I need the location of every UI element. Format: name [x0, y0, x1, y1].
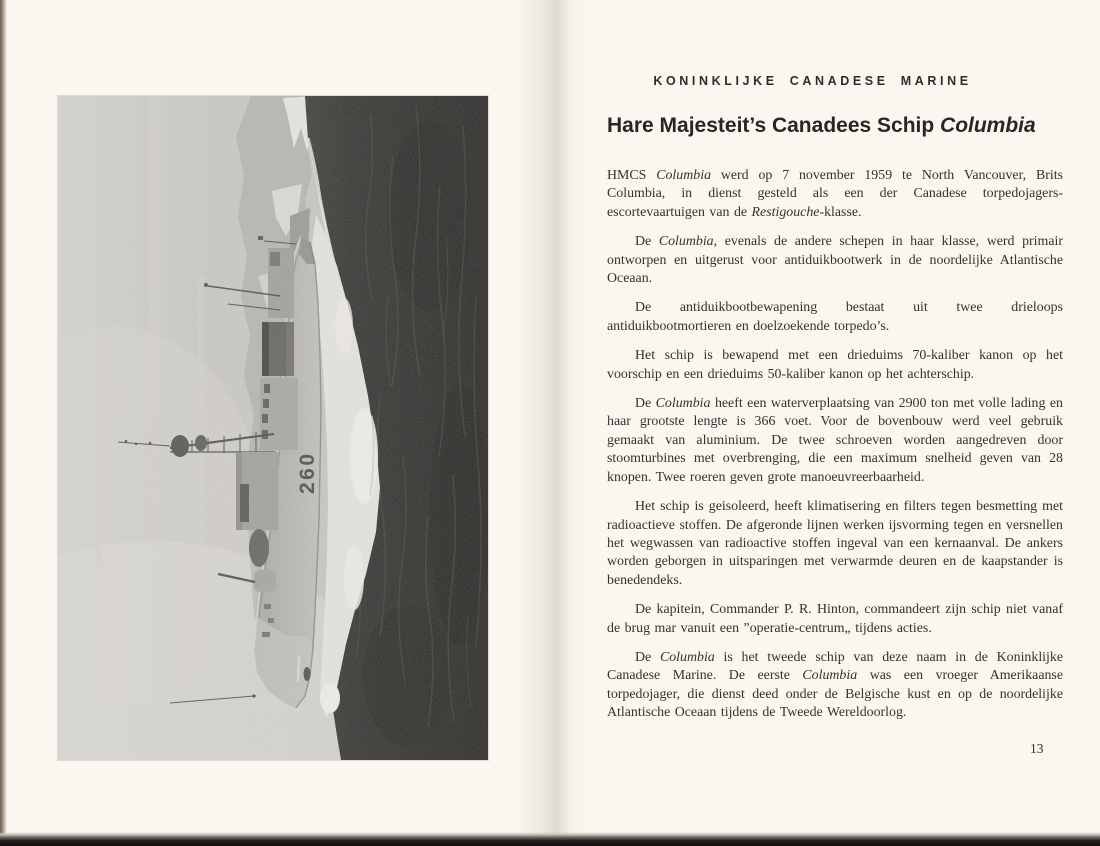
ship-photo	[58, 96, 488, 760]
page-title: Hare Majesteit’s Canadees Schip Columbia	[607, 114, 1036, 137]
left-page	[0, 0, 545, 846]
photo-grain	[58, 96, 488, 760]
paragraph: Het schip is geisoleerd, heeft klimatisering en filters tegen besmetting met radioactieve stoffen. De afgeronde lijnen werken ijsvorming tegen en versnellen het wegwassen van radioactive stoffen ingeval van een kernaanval. De ankers worden geborgen in uitsparingen met verwarmde deuren en de kaapstander is benedendeks.	[607, 499, 1063, 588]
right-page	[545, 0, 1100, 846]
body-text	[607, 167, 1063, 734]
paragraph: HMCS Columbia werd op 7 november 1959 te North Vancouver, Brits Columbia, in dienst gesteld als een der Canadese torpedojagers-escortevaartuigen van de Restigouche-klasse.	[607, 168, 1063, 220]
paragraph: Het schip is bewapend met een drieduims 70-kaliber kanon op het voorschip en een drieduims 50-kaliber kanon op het achterschip.	[607, 348, 1063, 382]
paragraph: De Columbia is het tweede schip van deze naam in de Koninklijke Canadese Marine. De eerste Columbia was een vroeger Amerikaanse torpedojager, die dienst deed onder de Belgische kust en op de noordelijke Atlantische Oceaan tijdens de Tweede Wereldoorlog.	[607, 649, 1064, 721]
paragraph: De Columbia heeft een waterverplaatsing van 2900 ton met volle lading en haar grootste lengte is 366 voet. Voor de bovenbouw werd veel gebruik gemaakt van aluminium. De twee schroeven worden aangedreven door stoomturbines met overbrenging, die een maximum snelheid geven van 28 knopen. Twee roeren geven grote manoeuvreerbaarheid.	[607, 396, 1063, 485]
section-header: KONINKLIJKE CANADESE MARINE	[653, 74, 972, 88]
page-number: 13	[1030, 741, 1044, 756]
paragraph: De kapitein, Commander P. R. Hinton, commandeert zijn schip niet vanaf de brug mar vanuit een ”operatie-centrum„ tijdens acties.	[607, 602, 1063, 636]
ship-photo-canvas	[58, 96, 488, 760]
paragraph: De antiduikbootbewapening bestaat uit twee drieloops antiduikbootmortieren en doelzoekende torpedo’s.	[607, 300, 1063, 334]
paragraph: De Columbia, evenals de andere schepen in haar klasse, werd primair ontworpen en uitgerust voor antiduikbootwerk in de noordelijke Atlantische Oceaan.	[607, 234, 1063, 287]
